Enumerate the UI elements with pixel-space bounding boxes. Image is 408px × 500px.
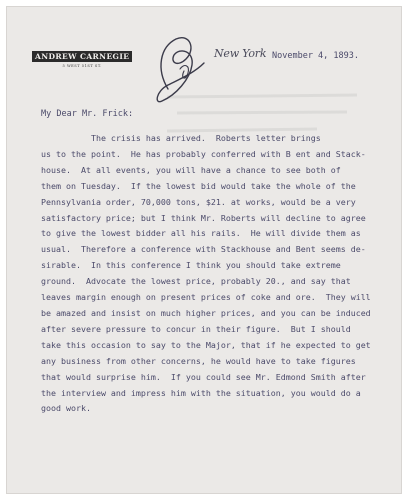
letterhead-name: ANDREW CARNEGIE [32,51,132,62]
body-line: house. At all events, you will have a chance to see both of [41,164,341,175]
body-line: to give the lowest bidder all his rails. He will divide them as [41,228,361,239]
letterhead [32,44,132,68]
body-line: after severe pressure to concur in their figure. But I should [41,323,351,334]
letter-page [6,6,402,494]
body-line: take this occasion to say to the Major, that if he expected to get [41,339,371,350]
salutation: My Dear Mr. Frick: [41,109,134,119]
body-line: The crisis has arrived. Roberts letter brings [41,133,321,143]
body-line: that would surprise him. If you could see Mr. Edmond Smith after [41,371,366,382]
body-line: good work. [41,403,91,414]
body-line: usual. Therefore a conference with Stackhouse and Bent seems de- [41,244,366,255]
letterhead-address: 5 WEST 51ST ST. [62,64,102,68]
body-line: any business from other concerns, he would have to take figures [41,355,356,366]
body-line: be amazed and insist on much higher prices, and you can be induced [41,307,371,318]
body-line: us to the point. He has probably conferred with B ent and Stack- [41,148,366,159]
body-line: satisfactory price; but I think Mr. Roberts will decline to agree [41,212,366,223]
body-line: leaves margin enough on present prices of coke and ore. They will [41,292,371,303]
body-line: sirable. In this conference I think you should take extreme [41,260,341,271]
place-name: New York [214,47,267,60]
body-line: the interview and impress him with the situation, you would do a [41,387,361,398]
letter-date: November 4, 1893. [272,51,359,61]
body-line: ground. Advocate the lowest price, probably 20., and say that [41,276,351,287]
body-line: them on Tuesday. If the lowest bid would take the whole of the [41,180,356,191]
body-line: Pennsylvania order, 70,000 tons, $21. at works, would be a very [41,196,356,207]
letter-body [41,131,371,417]
